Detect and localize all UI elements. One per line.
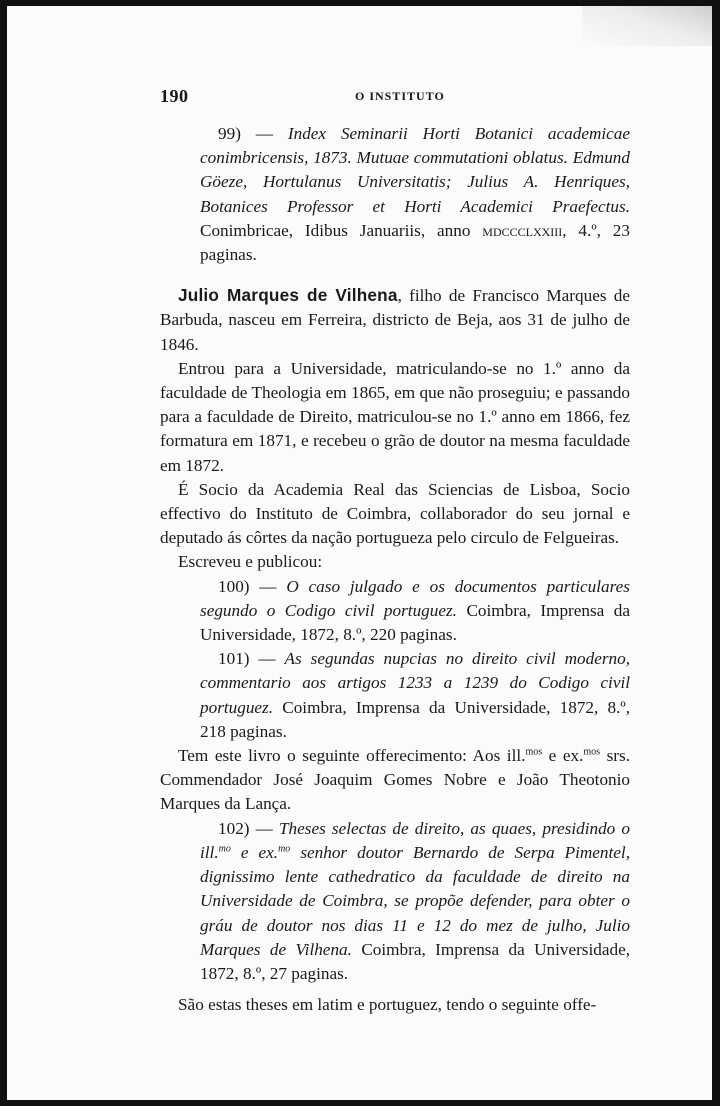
entry-title: O caso julgado e os documentos particulares segundo o Codigo civil portuguez.: [200, 576, 630, 620]
roman-year: mdccclxxiii: [482, 220, 563, 240]
entry-imprint: Coimbra, Imprensa da Universidade, 1872, 8.º, 27 paginas.: [200, 939, 631, 983]
entry-100: [160, 575, 630, 648]
scan-border-left: [0, 0, 7, 1106]
superscript: mo: [278, 843, 291, 855]
entry-number: 100) —: [218, 576, 277, 596]
entry-number: 102) —: [218, 818, 273, 838]
page-header: [160, 86, 630, 108]
entry-imprint: Coimbra, Imprensa da Universidade, 1872, 8.º, 218 paginas.: [200, 697, 630, 741]
entry-number: 101) —: [218, 649, 276, 669]
dedication-text: e ex.: [542, 746, 584, 766]
bio-intro: [160, 283, 630, 357]
entry-title: Index Seminarii Horti Botanici academicae conimbricensis, 1873. Mutuae commutationi oblatus. Edmund Göeze, Hortulanus Universitatis; Julius A. Henriques, Botanices Professor et Horti Academici Praefectus.: [200, 124, 631, 216]
entry-title-part: Theses selectas de direito, as quaes, presidindo o ill.: [200, 818, 630, 862]
dedication-text: Tem este livro o seguinte offerecimento: Aos ill.: [178, 746, 526, 766]
entry-imprint: Coimbra, Imprensa da Universidade, 1872, 8.º, 220 paginas.: [200, 600, 630, 645]
page-number: 190: [160, 86, 189, 106]
entry-title: As segundas nupcias no direito civil moderno, commentario aos artigos 1233 a 1239 do Codigo civil portuguez.: [200, 649, 630, 717]
entry-title: [200, 819, 630, 959]
superscript: mos: [583, 746, 601, 758]
superscript: mos: [525, 746, 543, 758]
superscript: mo: [218, 843, 231, 855]
body-text: [160, 122, 630, 1017]
dedication-text: srs. Commendador José Joaquim Gomes Nobre e João Theotonio Marques da Lança.: [160, 746, 630, 814]
entry-102: [160, 817, 630, 986]
bio-membership: É Socio da Academia Real das Sciencias de Lisboa, Socio effectivo do Instituto de Coimbra, collaborador do seu jornal e deputado ás côrtes da nação portugueza pelo circulo de Felgueiras.: [160, 479, 630, 548]
entry-99: [160, 122, 630, 267]
running-head: O INSTITUTO: [355, 89, 445, 103]
dedication: [160, 744, 630, 817]
closing-paragraph: São estas theses em latim e portuguez, tendo o seguinte offe-: [178, 995, 597, 1015]
scan-border-bottom: [0, 1100, 720, 1106]
bio-intro-text: , filho de Francisco Marques de Barbuda, nasceu em Ferreira, districto de Beja, aos 31 de julho de 1846.: [160, 286, 630, 354]
entry-number: 99) —: [218, 124, 273, 143]
entry-imprint: Conimbricae, Idibus Januariis, anno: [200, 220, 471, 240]
entry-101: [160, 647, 630, 744]
author-name: Julio Marques de Vilhena: [178, 285, 398, 306]
bio-studies: Entrou para a Universidade, matriculando-se no 1.º anno da faculdade de Theologia em 1865, em que não proseguiu; e passando para a faculdade de Direito, matriculou-se no 1.º anno em 1866, fez formatura em 1871, e recebeu o grão de doutor na mesma faculdade em 1872.: [160, 358, 630, 475]
scan-border-right: [712, 0, 720, 1106]
bio-published: Escreveu e publicou:: [178, 552, 323, 572]
entry-title-part: senhor doutor Bernardo de Serpa Pimentel, dignissimo lente cathedratico da faculdade de direito na Universidade de Coimbra, se propõe defender, para obter o gráu de doutor nos dias 11 e 12 do mez de julho, Julio Marques de Vilhena.: [200, 842, 630, 959]
entry-title-part: e ex.: [230, 842, 279, 862]
page-curl-shadow: [582, 6, 712, 46]
entry-imprint-end: , 4.º, 23 paginas.: [200, 220, 630, 265]
